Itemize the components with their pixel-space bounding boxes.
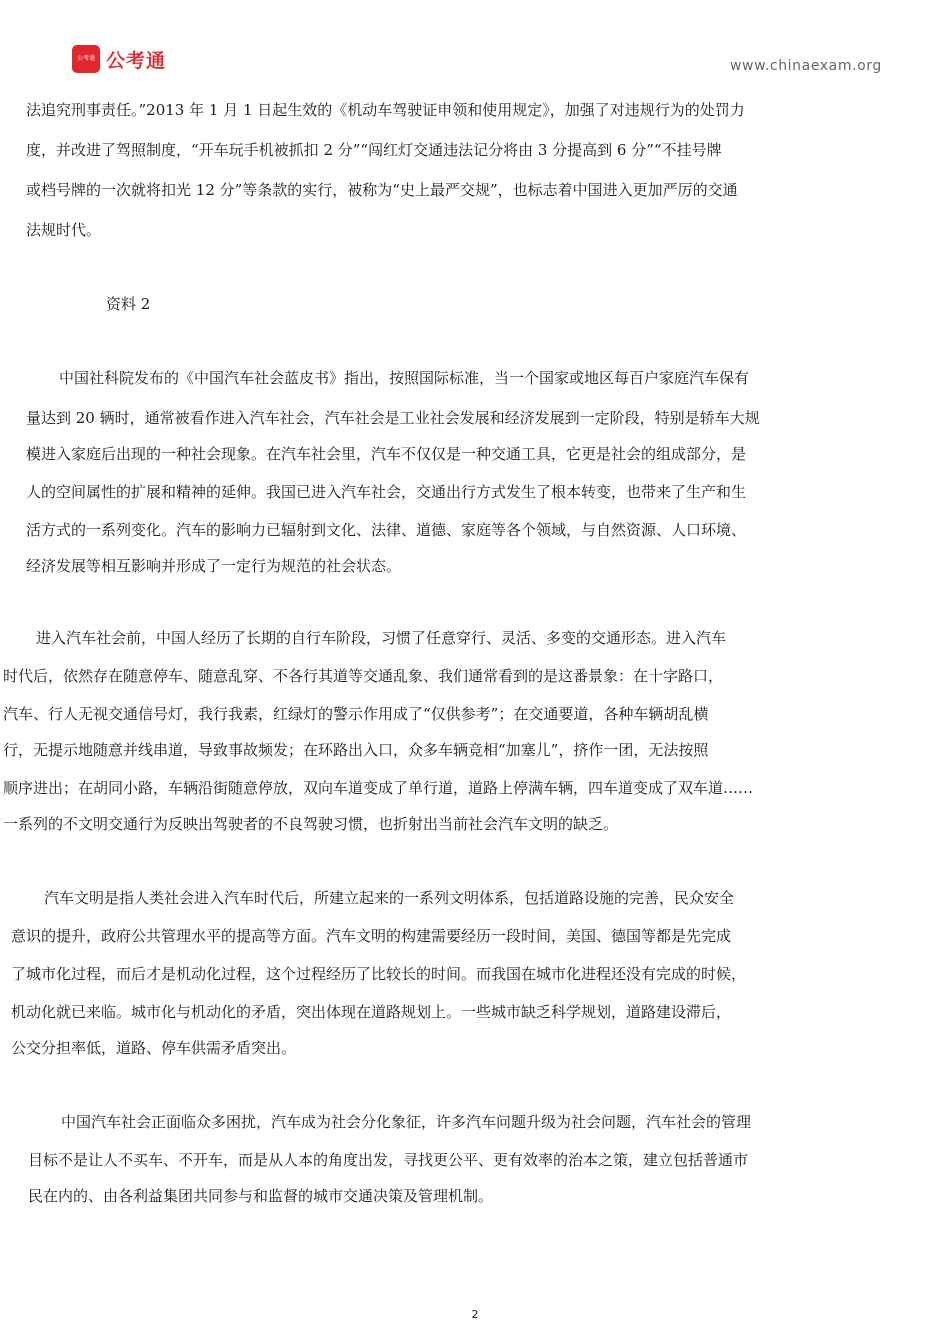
paragraph-2-line: 中国社科院发布的《中国汽车社会蓝皮书》指出，按照国际标准，当一个国家或地区每百户家庭汽车保有 (59, 369, 750, 387)
paragraph-3-line: 一系列的不文明交通行为反映出驾驶者的不良驾驶习惯，也折射出当前社会汽车文明的缺乏。 (3, 815, 619, 833)
paragraph-4-line: 公交分担率低，道路、停车供需矛盾突出。 (11, 1039, 297, 1057)
paragraph-1-line: 法规时代。 (26, 221, 102, 239)
header-url[interactable]: www.chinaexam.org (730, 58, 882, 74)
paragraph-5-line: 中国汽车社会正面临众多困扰，汽车成为社会分化象征，许多汽车问题升级为社会问题，汽车社会的管理 (61, 1113, 752, 1131)
paragraph-2-line: 人的空间属性的扩展和精神的延伸。我国已进入汽车社会，交通出行方式发生了根本转变，也带来了生产和生 (26, 483, 747, 501)
logo-text: 公考通 (106, 49, 167, 72)
paragraph-4-line: 了城市化过程，而后才是机动化过程，这个过程经历了比较长的时间。而我国在城市化进程还没有完成的时候， (11, 965, 747, 983)
paragraph-3-line: 顺序进出；在胡同小路，车辆沿街随意停放，双向车道变成了单行道，道路上停满车辆，四车道变成了双车道…… (3, 779, 754, 797)
paragraph-1-line: 或档号牌的一次就将扣光 12 分”等条款的实行，被称为“史上最严交规”，也标志着中国进入更加严厉的交通 (26, 181, 738, 199)
paragraph-4-line: 机动化就已来临。城市化与机动化的矛盾，突出体现在道路规划上。一些城市缺乏科学规划，道路建设滞后， (11, 1003, 732, 1021)
page-number: 2 (471, 1308, 479, 1321)
paragraph-4-line: 意识的提升，政府公共管理水平的提高等方面。汽车文明的构建需要经历一段时间，美国、德国等都是先完成 (11, 927, 732, 945)
paragraph-3-line: 行，无提示地随意并线串道，导致事故频发；在环路出入口，众多车辆竞相“加塞儿”，挤作一团，无法按照 (3, 741, 709, 759)
logo-badge-icon: 公考通 (72, 45, 100, 73)
paragraph-5-line: 目标不是让人不买车、不开车，而是从人本的角度出发，寻找更公平、更有效率的治本之策，建立包括普通市 (28, 1151, 749, 1169)
section-heading: 资料 2 (106, 295, 151, 313)
paragraph-3-line: 汽车、行人无视交通信号灯，我行我素，红绿灯的警示作用成了“仅供参考”；在交通要道，各种车辆胡乱横 (3, 705, 709, 723)
paragraph-2-line: 量达到 20 辆时，通常被看作进入汽车社会，汽车社会是工业社会发展和经济发展到一定阶段，特别是轿车大规 (26, 409, 760, 427)
paragraph-2-line: 模进入家庭后出现的一种社会现象。在汽车社会里，汽车不仅仅是一种交通工具，它更是社会的组成部分，是 (26, 445, 747, 463)
paragraph-3-line: 进入汽车社会前，中国人经历了长期的自行车阶段，习惯了任意穿行、灵活、多变的交通形态。进入汽车 (36, 629, 727, 647)
paragraph-2-line: 活方式的一系列变化。汽车的影响力已辐射到文化、法律、道德、家庭等各个领域，与自然资源、人口环境、 (26, 521, 747, 539)
paragraph-5-line: 民在内的、由各利益集团共同参与和监督的城市交通决策及管理机制。 (28, 1187, 494, 1205)
header-logo (72, 44, 166, 74)
paragraph-3-line: 时代后，依然存在随意停车、随意乱穿、不各行其道等交通乱象、我们通常看到的是这番景象：在十字路口， (3, 667, 724, 685)
paragraph-1-line: 法追究刑事责任。”2013 年 1 月 1 日起生效的《机动车驾驶证申领和使用规定》，加强了对违规行为的处罚力 (26, 101, 745, 119)
paragraph-1-line: 度，并改进了驾照制度，“开车玩手机被抓扣 2 分”“闯红灯交通违法记分将由 3 分提高到 6 分”“不挂号牌 (26, 141, 722, 159)
paragraph-2-line: 经济发展等相互影响并形成了一定行为规范的社会状态。 (26, 557, 402, 575)
paragraph-4-line: 汽车文明是指人类社会进入汽车时代后，所建立起来的一系列文明体系，包括道路设施的完善，民众安全 (44, 889, 735, 907)
